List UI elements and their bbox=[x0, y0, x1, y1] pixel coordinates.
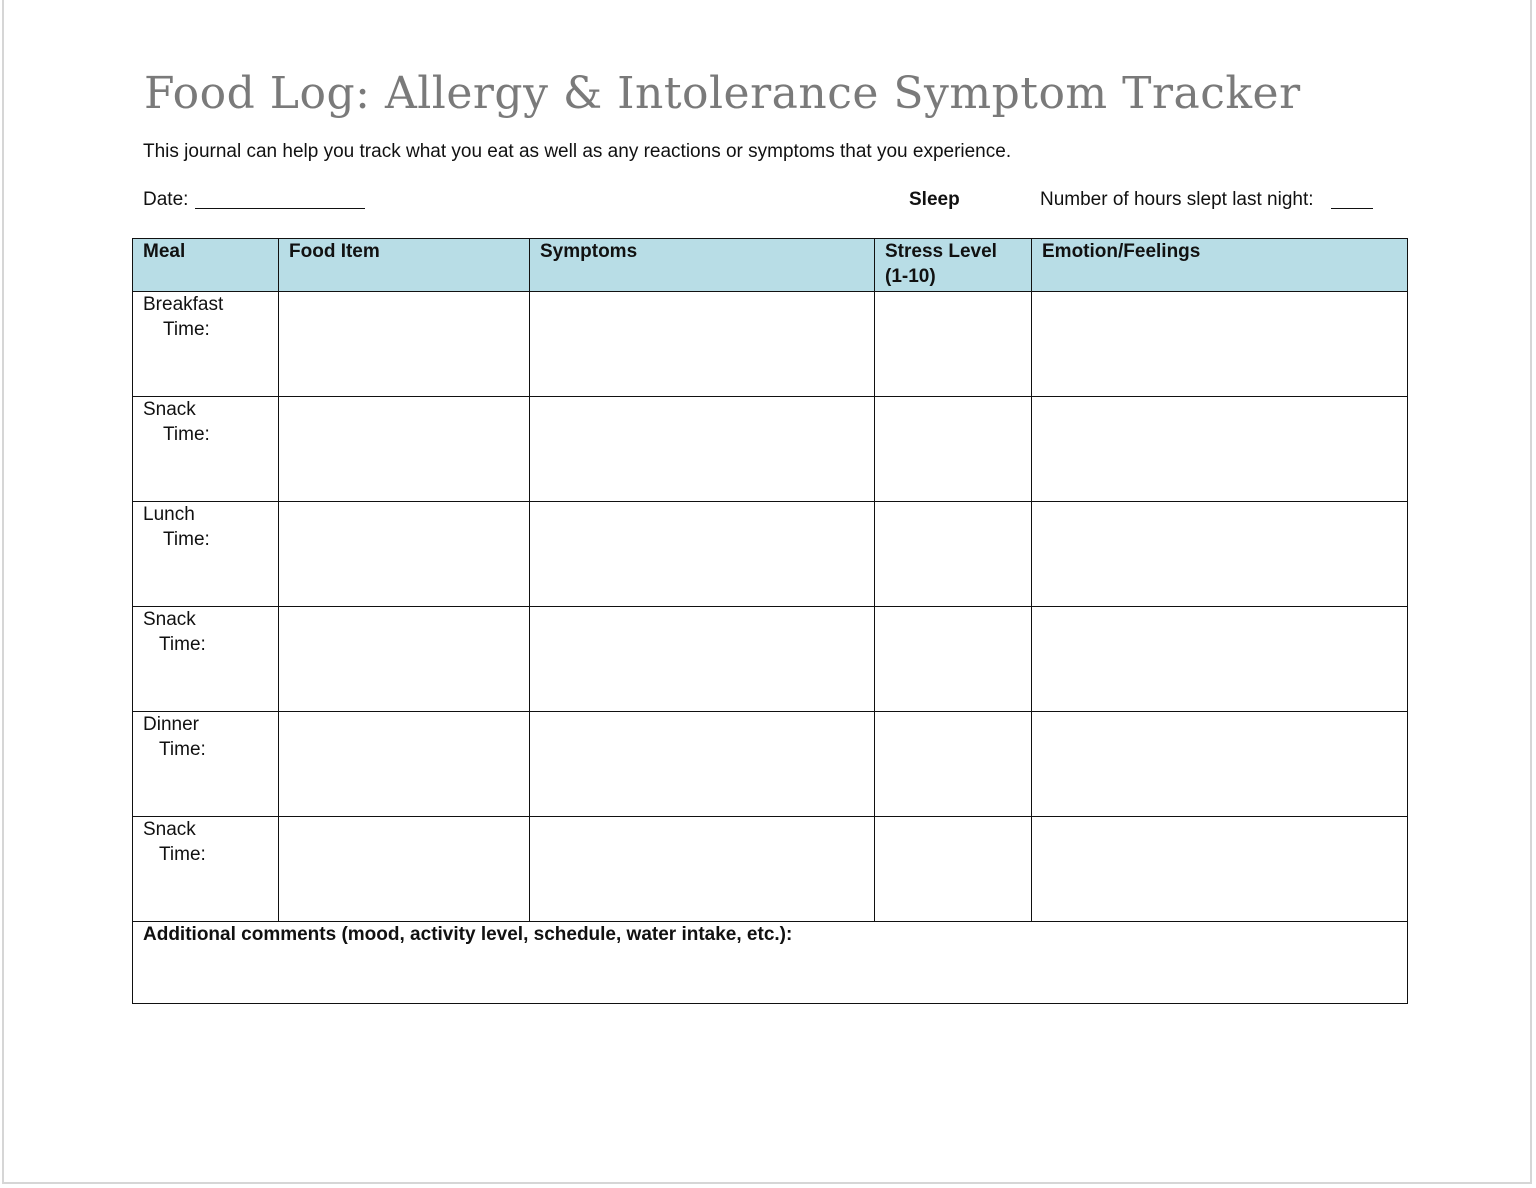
table-header-row bbox=[133, 239, 1408, 292]
stress-level-range: (1-10) bbox=[885, 266, 936, 287]
table-row bbox=[133, 292, 1408, 397]
date-sleep-row bbox=[143, 188, 1383, 214]
meal-cell bbox=[133, 607, 279, 712]
meal-cell bbox=[133, 712, 279, 817]
symptoms-cell[interactable] bbox=[530, 712, 875, 817]
emotion-cell[interactable] bbox=[1032, 712, 1408, 817]
meal-cell bbox=[133, 292, 279, 397]
food-item-cell[interactable] bbox=[279, 502, 530, 607]
food-item-cell[interactable] bbox=[279, 292, 530, 397]
stress-level-cell[interactable] bbox=[875, 502, 1032, 607]
food-item-cell[interactable] bbox=[279, 397, 530, 502]
stress-level-cell[interactable] bbox=[875, 397, 1032, 502]
table-row bbox=[133, 607, 1408, 712]
table-row bbox=[133, 502, 1408, 607]
meal-name: Lunch bbox=[143, 504, 195, 525]
meal-time-label: Time: bbox=[163, 319, 210, 340]
meal-cell bbox=[133, 817, 279, 922]
stress-level-cell[interactable] bbox=[875, 817, 1032, 922]
additional-comments-field[interactable] bbox=[133, 922, 1408, 1004]
meal-time-label: Time: bbox=[163, 529, 210, 550]
page-title: Food Log: Allergy & Intolerance Symptom Tracker bbox=[144, 68, 1301, 119]
symptoms-cell[interactable] bbox=[530, 397, 875, 502]
meal-name: Dinner bbox=[143, 714, 199, 735]
food-item-cell[interactable] bbox=[279, 607, 530, 712]
meal-time-label: Time: bbox=[159, 739, 206, 760]
meal-name: Snack bbox=[143, 399, 196, 420]
emotion-cell[interactable] bbox=[1032, 817, 1408, 922]
stress-level-cell[interactable] bbox=[875, 292, 1032, 397]
emotion-cell[interactable] bbox=[1032, 502, 1408, 607]
column-header-meal: Meal bbox=[133, 239, 279, 292]
column-header-stress-level bbox=[875, 239, 1032, 292]
date-field[interactable] bbox=[195, 208, 365, 209]
emotion-cell[interactable] bbox=[1032, 607, 1408, 712]
column-header-symptoms: Symptoms bbox=[530, 239, 875, 292]
table-row bbox=[133, 712, 1408, 817]
table-row bbox=[133, 817, 1408, 922]
symptoms-cell[interactable] bbox=[530, 502, 875, 607]
page-subtitle: This journal can help you track what you eat as well as any reactions or symptoms that you experience. bbox=[143, 141, 1012, 162]
hours-slept-label: Number of hours slept last night: bbox=[1040, 189, 1314, 210]
meal-name: Breakfast bbox=[143, 294, 224, 315]
food-log-table bbox=[132, 238, 1408, 1004]
stress-level-cell[interactable] bbox=[875, 607, 1032, 712]
meal-cell bbox=[133, 502, 279, 607]
meal-time-label: Time: bbox=[159, 844, 206, 865]
symptoms-cell[interactable] bbox=[530, 292, 875, 397]
food-item-cell[interactable] bbox=[279, 712, 530, 817]
sleep-label: Sleep bbox=[909, 189, 960, 210]
food-item-cell[interactable] bbox=[279, 817, 530, 922]
meal-time-label: Time: bbox=[159, 634, 206, 655]
meal-name: Snack bbox=[143, 609, 196, 630]
stress-level-label: Stress Level bbox=[885, 241, 997, 262]
additional-comments-label: Additional comments (mood, activity level, schedule, water intake, etc.): bbox=[143, 924, 793, 945]
hours-slept-field[interactable] bbox=[1331, 208, 1373, 209]
meal-name: Snack bbox=[143, 819, 196, 840]
column-header-food-item: Food Item bbox=[279, 239, 530, 292]
meal-cell bbox=[133, 397, 279, 502]
emotion-cell[interactable] bbox=[1032, 397, 1408, 502]
stress-level-cell[interactable] bbox=[875, 712, 1032, 817]
comments-row bbox=[133, 922, 1408, 1004]
table-row bbox=[133, 397, 1408, 502]
symptoms-cell[interactable] bbox=[530, 817, 875, 922]
emotion-cell[interactable] bbox=[1032, 292, 1408, 397]
meal-time-label: Time: bbox=[163, 424, 210, 445]
symptoms-cell[interactable] bbox=[530, 607, 875, 712]
date-label: Date: bbox=[143, 189, 189, 210]
column-header-emotion: Emotion/Feelings bbox=[1032, 239, 1408, 292]
